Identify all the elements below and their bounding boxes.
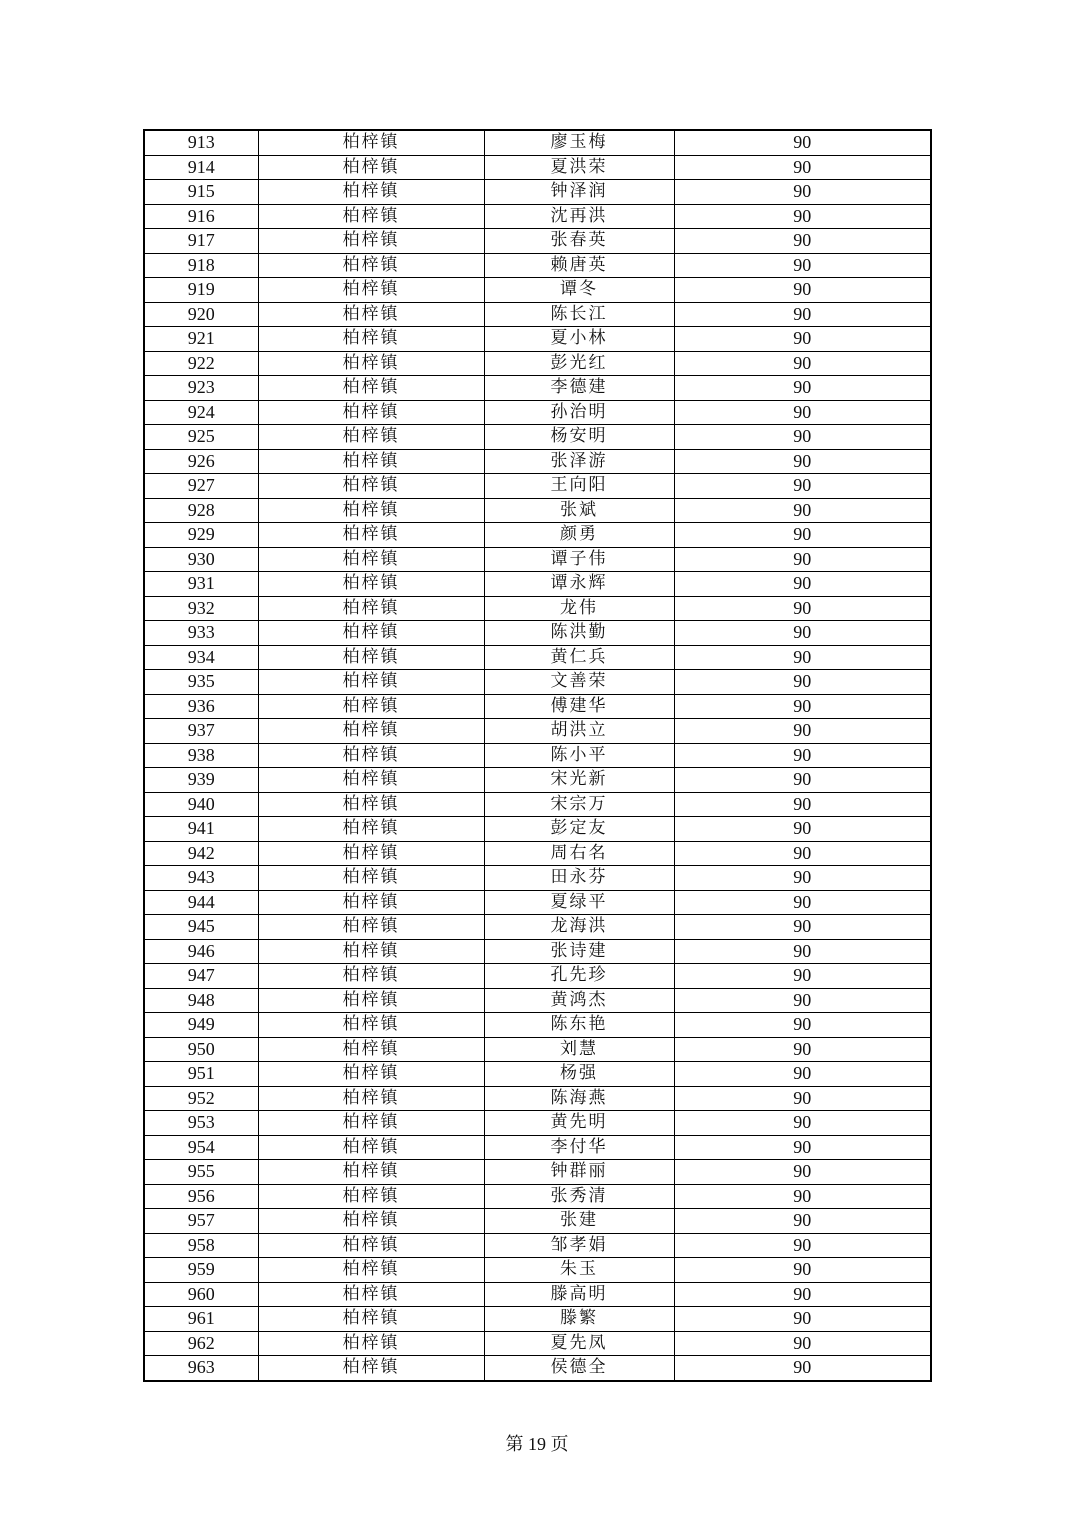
name-cell: 廖玉梅 (484, 130, 674, 155)
row-number-cell: 923 (144, 376, 258, 401)
score-cell: 90 (674, 1258, 931, 1283)
table-row (144, 964, 931, 989)
score-cell: 90 (674, 449, 931, 474)
name-cell: 刘慧 (484, 1037, 674, 1062)
table-row (144, 621, 931, 646)
table-row (144, 743, 931, 768)
row-number-cell: 951 (144, 1062, 258, 1087)
table-row (144, 1111, 931, 1136)
table-row (144, 302, 931, 327)
score-cell: 90 (674, 670, 931, 695)
table-body (144, 130, 931, 1381)
table-row (144, 400, 931, 425)
name-cell: 田永芬 (484, 866, 674, 891)
table-row (144, 523, 931, 548)
score-cell: 90 (674, 694, 931, 719)
town-cell: 柏梓镇 (258, 939, 484, 964)
score-cell: 90 (674, 1013, 931, 1038)
table-row (144, 376, 931, 401)
score-cell: 90 (674, 1233, 931, 1258)
table-row (144, 1233, 931, 1258)
score-cell: 90 (674, 1282, 931, 1307)
town-cell: 柏梓镇 (258, 1037, 484, 1062)
row-number-cell: 921 (144, 327, 258, 352)
town-cell: 柏梓镇 (258, 474, 484, 499)
town-cell: 柏梓镇 (258, 1184, 484, 1209)
name-cell: 夏绿平 (484, 890, 674, 915)
name-cell: 胡洪立 (484, 719, 674, 744)
town-cell: 柏梓镇 (258, 229, 484, 254)
town-cell: 柏梓镇 (258, 302, 484, 327)
town-cell: 柏梓镇 (258, 1013, 484, 1038)
score-cell: 90 (674, 841, 931, 866)
table-row (144, 1062, 931, 1087)
town-cell: 柏梓镇 (258, 1135, 484, 1160)
name-cell: 滕高明 (484, 1282, 674, 1307)
name-cell: 张春英 (484, 229, 674, 254)
town-cell: 柏梓镇 (258, 449, 484, 474)
table-row (144, 547, 931, 572)
name-cell: 陈洪勤 (484, 621, 674, 646)
town-cell: 柏梓镇 (258, 1258, 484, 1283)
name-cell: 杨强 (484, 1062, 674, 1087)
score-cell: 90 (674, 278, 931, 303)
town-cell: 柏梓镇 (258, 1062, 484, 1087)
town-cell: 柏梓镇 (258, 1086, 484, 1111)
score-cell: 90 (674, 719, 931, 744)
row-number-cell: 940 (144, 792, 258, 817)
score-cell: 90 (674, 253, 931, 278)
table-row (144, 474, 931, 499)
row-number-cell: 952 (144, 1086, 258, 1111)
score-cell: 90 (674, 1307, 931, 1332)
row-number-cell: 920 (144, 302, 258, 327)
row-number-cell: 933 (144, 621, 258, 646)
town-cell: 柏梓镇 (258, 1233, 484, 1258)
score-cell: 90 (674, 425, 931, 450)
town-cell: 柏梓镇 (258, 915, 484, 940)
table-row (144, 351, 931, 376)
row-number-cell: 936 (144, 694, 258, 719)
row-number-cell: 924 (144, 400, 258, 425)
score-cell: 90 (674, 792, 931, 817)
town-cell: 柏梓镇 (258, 768, 484, 793)
table-row (144, 180, 931, 205)
row-number-cell: 918 (144, 253, 258, 278)
name-cell: 颜勇 (484, 523, 674, 548)
name-cell: 谭永辉 (484, 572, 674, 597)
score-cell: 90 (674, 1037, 931, 1062)
table-row (144, 498, 931, 523)
name-cell: 张诗建 (484, 939, 674, 964)
town-cell: 柏梓镇 (258, 621, 484, 646)
town-cell: 柏梓镇 (258, 596, 484, 621)
name-cell: 赖唐英 (484, 253, 674, 278)
name-cell: 邹孝娟 (484, 1233, 674, 1258)
table-row (144, 792, 931, 817)
score-cell: 90 (674, 817, 931, 842)
row-number-cell: 939 (144, 768, 258, 793)
town-cell: 柏梓镇 (258, 253, 484, 278)
row-number-cell: 927 (144, 474, 258, 499)
name-cell: 谭子伟 (484, 547, 674, 572)
table-row (144, 719, 931, 744)
table-row (144, 155, 931, 180)
name-cell: 夏先凤 (484, 1331, 674, 1356)
row-number-cell: 922 (144, 351, 258, 376)
row-number-cell: 930 (144, 547, 258, 572)
row-number-cell: 944 (144, 890, 258, 915)
row-number-cell: 943 (144, 866, 258, 891)
town-cell: 柏梓镇 (258, 376, 484, 401)
name-cell: 傅建华 (484, 694, 674, 719)
town-cell: 柏梓镇 (258, 964, 484, 989)
score-cell: 90 (674, 1086, 931, 1111)
table-row (144, 204, 931, 229)
town-cell: 柏梓镇 (258, 180, 484, 205)
row-number-cell: 928 (144, 498, 258, 523)
name-cell: 黄鸿杰 (484, 988, 674, 1013)
name-cell: 陈海燕 (484, 1086, 674, 1111)
score-cell: 90 (674, 180, 931, 205)
town-cell: 柏梓镇 (258, 547, 484, 572)
name-cell: 夏小林 (484, 327, 674, 352)
score-cell: 90 (674, 1062, 931, 1087)
row-number-cell: 916 (144, 204, 258, 229)
score-cell: 90 (674, 400, 931, 425)
row-number-cell: 937 (144, 719, 258, 744)
score-cell: 90 (674, 743, 931, 768)
score-cell: 90 (674, 1160, 931, 1185)
score-cell: 90 (674, 204, 931, 229)
name-cell: 侯德全 (484, 1356, 674, 1381)
score-cell: 90 (674, 498, 931, 523)
town-cell: 柏梓镇 (258, 400, 484, 425)
row-number-cell: 919 (144, 278, 258, 303)
score-cell: 90 (674, 523, 931, 548)
row-number-cell: 929 (144, 523, 258, 548)
row-number-cell: 917 (144, 229, 258, 254)
score-cell: 90 (674, 1135, 931, 1160)
name-cell: 李付华 (484, 1135, 674, 1160)
row-number-cell: 962 (144, 1331, 258, 1356)
town-cell: 柏梓镇 (258, 155, 484, 180)
town-cell: 柏梓镇 (258, 1356, 484, 1381)
table-row (144, 915, 931, 940)
row-number-cell: 960 (144, 1282, 258, 1307)
name-cell: 孔先珍 (484, 964, 674, 989)
score-cell: 90 (674, 1184, 931, 1209)
table-row (144, 572, 931, 597)
town-cell: 柏梓镇 (258, 1307, 484, 1332)
table-row (144, 1160, 931, 1185)
table-row (144, 1135, 931, 1160)
table-row (144, 253, 931, 278)
table-row (144, 890, 931, 915)
name-cell: 彭定友 (484, 817, 674, 842)
score-cell: 90 (674, 645, 931, 670)
town-cell: 柏梓镇 (258, 694, 484, 719)
score-cell: 90 (674, 302, 931, 327)
name-cell: 朱玉 (484, 1258, 674, 1283)
score-cell: 90 (674, 964, 931, 989)
town-cell: 柏梓镇 (258, 425, 484, 450)
name-cell: 周右名 (484, 841, 674, 866)
score-cell: 90 (674, 351, 931, 376)
row-number-cell: 953 (144, 1111, 258, 1136)
score-cell: 90 (674, 547, 931, 572)
table-row (144, 866, 931, 891)
row-number-cell: 957 (144, 1209, 258, 1234)
row-number-cell: 961 (144, 1307, 258, 1332)
table-row (144, 645, 931, 670)
name-cell: 宋光新 (484, 768, 674, 793)
score-cell: 90 (674, 376, 931, 401)
town-cell: 柏梓镇 (258, 523, 484, 548)
row-number-cell: 942 (144, 841, 258, 866)
row-number-cell: 945 (144, 915, 258, 940)
name-cell: 彭光红 (484, 351, 674, 376)
name-cell: 龙海洪 (484, 915, 674, 940)
table-row (144, 817, 931, 842)
name-cell: 滕繁 (484, 1307, 674, 1332)
name-cell: 张泽游 (484, 449, 674, 474)
town-cell: 柏梓镇 (258, 1209, 484, 1234)
row-number-cell: 963 (144, 1356, 258, 1381)
table-row (144, 327, 931, 352)
score-cell: 90 (674, 229, 931, 254)
name-cell: 张秀清 (484, 1184, 674, 1209)
table-row (144, 670, 931, 695)
town-cell: 柏梓镇 (258, 817, 484, 842)
town-cell: 柏梓镇 (258, 278, 484, 303)
town-cell: 柏梓镇 (258, 130, 484, 155)
name-cell: 夏洪荣 (484, 155, 674, 180)
table-row (144, 841, 931, 866)
name-cell: 钟泽润 (484, 180, 674, 205)
name-cell: 张斌 (484, 498, 674, 523)
score-cell: 90 (674, 768, 931, 793)
table-row (144, 1356, 931, 1381)
row-number-cell: 925 (144, 425, 258, 450)
town-cell: 柏梓镇 (258, 866, 484, 891)
score-cell: 90 (674, 130, 931, 155)
table-row (144, 1331, 931, 1356)
name-cell: 杨安明 (484, 425, 674, 450)
table-row (144, 130, 931, 155)
table-row (144, 229, 931, 254)
name-cell: 孙治明 (484, 400, 674, 425)
row-number-cell: 913 (144, 130, 258, 155)
name-cell: 王向阳 (484, 474, 674, 499)
row-number-cell: 954 (144, 1135, 258, 1160)
town-cell: 柏梓镇 (258, 327, 484, 352)
table-row (144, 449, 931, 474)
name-cell: 谭冬 (484, 278, 674, 303)
score-cell: 90 (674, 1111, 931, 1136)
town-cell: 柏梓镇 (258, 792, 484, 817)
name-cell: 陈长江 (484, 302, 674, 327)
town-cell: 柏梓镇 (258, 572, 484, 597)
table-row (144, 1282, 931, 1307)
table-row (144, 988, 931, 1013)
table-row (144, 694, 931, 719)
table-row (144, 1307, 931, 1332)
town-cell: 柏梓镇 (258, 351, 484, 376)
score-cell: 90 (674, 572, 931, 597)
table-row (144, 1037, 931, 1062)
score-cell: 90 (674, 939, 931, 964)
town-cell: 柏梓镇 (258, 498, 484, 523)
row-number-cell: 914 (144, 155, 258, 180)
row-number-cell: 915 (144, 180, 258, 205)
name-cell: 龙伟 (484, 596, 674, 621)
town-cell: 柏梓镇 (258, 645, 484, 670)
town-cell: 柏梓镇 (258, 670, 484, 695)
table-row (144, 1013, 931, 1038)
town-cell: 柏梓镇 (258, 743, 484, 768)
town-cell: 柏梓镇 (258, 719, 484, 744)
row-number-cell: 935 (144, 670, 258, 695)
score-cell: 90 (674, 327, 931, 352)
score-cell: 90 (674, 1209, 931, 1234)
town-cell: 柏梓镇 (258, 1282, 484, 1307)
name-cell: 沈再洪 (484, 204, 674, 229)
row-number-cell: 932 (144, 596, 258, 621)
name-cell: 黄先明 (484, 1111, 674, 1136)
table-row (144, 1086, 931, 1111)
data-table (143, 129, 932, 1382)
score-cell: 90 (674, 474, 931, 499)
name-cell: 文善荣 (484, 670, 674, 695)
row-number-cell: 926 (144, 449, 258, 474)
page-number: 第 19 页 (505, 1434, 569, 1454)
row-number-cell: 948 (144, 988, 258, 1013)
name-cell: 陈东艳 (484, 1013, 674, 1038)
name-cell: 张建 (484, 1209, 674, 1234)
row-number-cell: 959 (144, 1258, 258, 1283)
score-cell: 90 (674, 866, 931, 891)
row-number-cell: 938 (144, 743, 258, 768)
table-row (144, 596, 931, 621)
score-cell: 90 (674, 621, 931, 646)
name-cell: 黄仁兵 (484, 645, 674, 670)
row-number-cell: 941 (144, 817, 258, 842)
table-row (144, 278, 931, 303)
town-cell: 柏梓镇 (258, 1160, 484, 1185)
row-number-cell: 947 (144, 964, 258, 989)
table-row (144, 1209, 931, 1234)
score-cell: 90 (674, 1331, 931, 1356)
row-number-cell: 931 (144, 572, 258, 597)
score-cell: 90 (674, 915, 931, 940)
row-number-cell: 949 (144, 1013, 258, 1038)
table-row (144, 1258, 931, 1283)
row-number-cell: 956 (144, 1184, 258, 1209)
town-cell: 柏梓镇 (258, 890, 484, 915)
score-cell: 90 (674, 890, 931, 915)
score-cell: 90 (674, 988, 931, 1013)
name-cell: 陈小平 (484, 743, 674, 768)
row-number-cell: 934 (144, 645, 258, 670)
row-number-cell: 950 (144, 1037, 258, 1062)
town-cell: 柏梓镇 (258, 204, 484, 229)
table-row (144, 768, 931, 793)
score-cell: 90 (674, 596, 931, 621)
town-cell: 柏梓镇 (258, 841, 484, 866)
name-cell: 宋宗万 (484, 792, 674, 817)
score-cell: 90 (674, 155, 931, 180)
name-cell: 钟群丽 (484, 1160, 674, 1185)
name-cell: 李德建 (484, 376, 674, 401)
town-cell: 柏梓镇 (258, 1111, 484, 1136)
table-row (144, 1184, 931, 1209)
town-cell: 柏梓镇 (258, 988, 484, 1013)
table-row (144, 425, 931, 450)
table-row (144, 939, 931, 964)
row-number-cell: 958 (144, 1233, 258, 1258)
score-cell: 90 (674, 1356, 931, 1381)
town-cell: 柏梓镇 (258, 1331, 484, 1356)
row-number-cell: 946 (144, 939, 258, 964)
row-number-cell: 955 (144, 1160, 258, 1185)
